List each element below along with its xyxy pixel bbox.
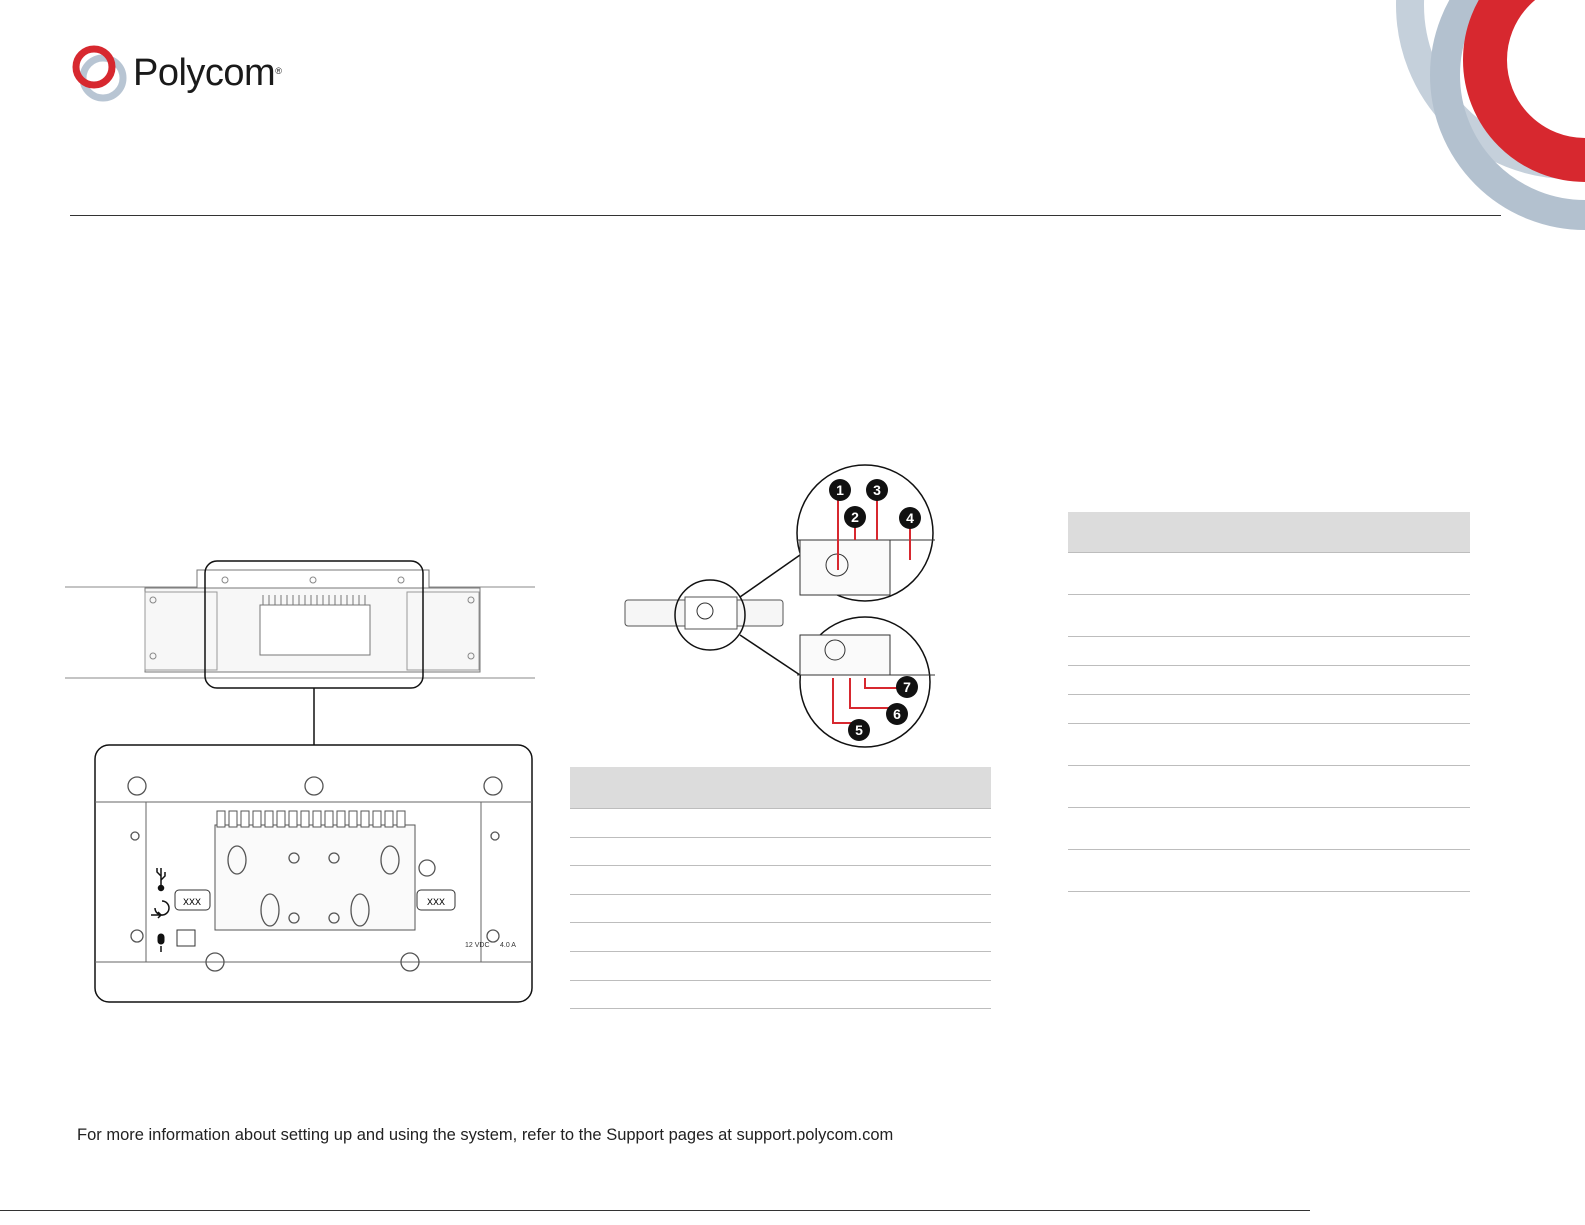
rear-panel-illustration (65, 550, 540, 1010)
table-row (1068, 666, 1470, 695)
svg-text:4: 4 (906, 510, 914, 526)
callout-2 (844, 506, 866, 528)
svg-text:12 VDC: 12 VDC (465, 942, 490, 949)
svg-text:XXX: XXX (426, 898, 446, 909)
table-row (570, 923, 991, 952)
callout-7 (896, 676, 918, 698)
svg-text:6: 6 (893, 706, 901, 722)
decorative-corner-swirl (1370, 0, 1585, 235)
footer-rule (0, 1210, 1310, 1211)
header-rule (70, 215, 1501, 216)
table-row (1068, 808, 1470, 850)
table-row (570, 838, 991, 867)
svg-text:1: 1 (836, 482, 844, 498)
table-row (1068, 766, 1470, 808)
table-row (570, 895, 991, 924)
table-row (1068, 695, 1470, 724)
table-row (1068, 637, 1470, 666)
table-header (1068, 512, 1470, 553)
logo-wordmark: Polycom® (133, 52, 282, 94)
callout-3 (866, 479, 888, 501)
indicator-table (1068, 512, 1470, 892)
table-row (570, 952, 991, 981)
table-row (570, 981, 991, 1010)
footer-support-text: For more information about setting up and using the system, refer to the Support pages at support.polycom.com (77, 1126, 894, 1144)
svg-text:7: 7 (903, 679, 911, 695)
callout-1 (829, 479, 851, 501)
callout-6 (886, 703, 908, 725)
table-row (1068, 724, 1470, 766)
front-camera-illustration (615, 460, 945, 755)
table-header (570, 767, 991, 809)
table-row (1068, 595, 1470, 637)
svg-text:4.0 A: 4.0 A (500, 942, 516, 949)
front-callout-table (570, 767, 991, 1009)
table-row (1068, 553, 1470, 595)
table-row (570, 866, 991, 895)
svg-text:5: 5 (855, 722, 863, 738)
callout-4 (899, 507, 921, 529)
svg-text:3: 3 (873, 482, 881, 498)
svg-text:XXX: XXX (182, 898, 202, 909)
table-row (1068, 850, 1470, 892)
svg-text:2: 2 (851, 509, 859, 525)
table-row (570, 809, 991, 838)
callout-5 (848, 719, 870, 741)
